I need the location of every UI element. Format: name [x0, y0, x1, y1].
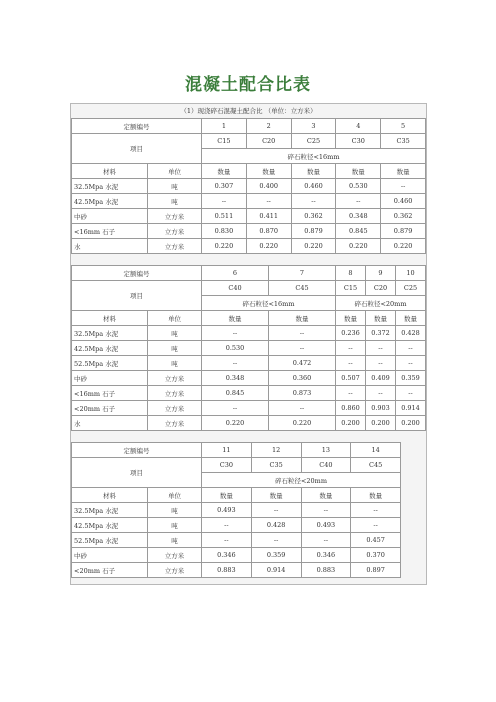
- quantity: --: [336, 341, 366, 356]
- quantity: --: [202, 194, 247, 209]
- qty-header: 数量: [202, 164, 247, 179]
- quantity: 0.883: [301, 563, 351, 578]
- material-name: <16mm 石子: [72, 386, 148, 401]
- grade-number: 3: [291, 119, 336, 134]
- quantity: 0.411: [246, 209, 291, 224]
- qty-header: 数量: [351, 488, 401, 503]
- item-label: 项目: [72, 458, 202, 488]
- material-name: 水: [72, 416, 148, 431]
- quantity: --: [336, 386, 366, 401]
- quantity: 0.460: [381, 194, 426, 209]
- qty-header: 数量: [336, 164, 381, 179]
- quantity: --: [381, 179, 426, 194]
- grade-number-label: 定额编号: [72, 443, 202, 458]
- table-row: [72, 194, 426, 209]
- unit: 吨: [148, 194, 202, 209]
- unit: 立方米: [148, 371, 202, 386]
- concrete-grade: C35: [381, 134, 426, 149]
- unit-header: 单位: [148, 488, 202, 503]
- qty-header: 数量: [381, 164, 426, 179]
- quantity: --: [351, 518, 401, 533]
- material-name: 32.5Mpa 水泥: [72, 326, 148, 341]
- material-name: 42.5Mpa 水泥: [72, 341, 148, 356]
- gravel-size: 碎石粒径<20mm: [336, 296, 426, 311]
- concrete-grade: C20: [366, 281, 396, 296]
- quantity: 0.359: [396, 371, 426, 386]
- quantity: 0.530: [202, 341, 269, 356]
- table-row: [72, 356, 426, 371]
- unit: 立方米: [148, 416, 202, 431]
- unit: 立方米: [148, 401, 202, 416]
- material-name: 32.5Mpa 水泥: [72, 179, 148, 194]
- quantity: 0.428: [396, 326, 426, 341]
- mix-table-2: [71, 265, 426, 431]
- unit: 吨: [148, 356, 202, 371]
- qty-header: 数量: [202, 488, 252, 503]
- quantity: 0.830: [202, 224, 247, 239]
- unit: 吨: [148, 341, 202, 356]
- quantity: --: [396, 356, 426, 371]
- concrete-grade: C40: [202, 281, 269, 296]
- unit-header: 单位: [148, 164, 202, 179]
- concrete-grade: C25: [291, 134, 336, 149]
- table-row: [72, 179, 426, 194]
- table-row: [72, 401, 426, 416]
- grade-number-row: [72, 119, 426, 134]
- table-caption: （1）现浇碎石混凝土配合比 （单位：立方米）: [71, 104, 426, 118]
- quantity: --: [336, 194, 381, 209]
- grade-number-row: [72, 443, 401, 458]
- quantity: 0.359: [251, 548, 301, 563]
- unit: 立方米: [148, 209, 202, 224]
- table-row: [72, 326, 426, 341]
- quantity: --: [269, 326, 336, 341]
- table-row: [72, 239, 426, 254]
- qty-header: 数量: [246, 164, 291, 179]
- material-name: 42.5Mpa 水泥: [72, 518, 148, 533]
- gravel-size: 碎石粒径<20mm: [202, 473, 401, 488]
- table-row: [72, 371, 426, 386]
- concrete-grade: C15: [336, 281, 366, 296]
- table-row: [72, 563, 401, 578]
- quantity: 0.400: [246, 179, 291, 194]
- header-row: [72, 488, 401, 503]
- quantity: --: [366, 341, 396, 356]
- material-name: 中砂: [72, 209, 148, 224]
- item-label: 项目: [72, 134, 202, 164]
- item-label: 项目: [72, 281, 202, 311]
- quantity: --: [202, 533, 252, 548]
- quantity: 0.362: [381, 209, 426, 224]
- quantity: --: [336, 356, 366, 371]
- quantity: 0.457: [351, 533, 401, 548]
- quantity: 0.428: [251, 518, 301, 533]
- grade-row: [72, 134, 426, 149]
- quantity: 0.870: [246, 224, 291, 239]
- qty-header: 数量: [251, 488, 301, 503]
- quantity: --: [202, 518, 252, 533]
- quantity: 0.220: [336, 239, 381, 254]
- concrete-grade: C30: [336, 134, 381, 149]
- quantity: 0.220: [269, 416, 336, 431]
- quantity: 0.346: [301, 548, 351, 563]
- quantity: 0.879: [381, 224, 426, 239]
- unit: 吨: [148, 326, 202, 341]
- quantity: 0.493: [301, 518, 351, 533]
- quantity: --: [269, 401, 336, 416]
- quantity: --: [396, 386, 426, 401]
- unit: 立方米: [148, 224, 202, 239]
- quantity: 0.220: [381, 239, 426, 254]
- mix-table-1: [71, 118, 426, 254]
- quantity: --: [301, 533, 351, 548]
- table-row: [72, 341, 426, 356]
- quantity: 0.372: [366, 326, 396, 341]
- material-name: 水: [72, 239, 148, 254]
- material-name: 52.5Mpa 水泥: [72, 356, 148, 371]
- material-header: 材料: [72, 164, 148, 179]
- quantity: --: [291, 194, 336, 209]
- quantity: 0.220: [202, 416, 269, 431]
- quantity: 0.220: [291, 239, 336, 254]
- table-row: [72, 224, 426, 239]
- grade-number: 12: [251, 443, 301, 458]
- unit: 吨: [148, 518, 202, 533]
- concrete-grade: C45: [351, 458, 401, 473]
- page-title: 混凝土配合比表: [185, 75, 311, 95]
- qty-header: 数量: [301, 488, 351, 503]
- unit: 吨: [148, 503, 202, 518]
- unit: 吨: [148, 179, 202, 194]
- quantity: --: [251, 533, 301, 548]
- unit-header: 单位: [148, 311, 202, 326]
- quantity: --: [366, 356, 396, 371]
- unit: 立方米: [148, 548, 202, 563]
- grade-number: 13: [301, 443, 351, 458]
- material-header: 材料: [72, 488, 148, 503]
- quantity: --: [301, 503, 351, 518]
- quantity: 0.530: [336, 179, 381, 194]
- grade-number: 6: [202, 266, 269, 281]
- quantity: 0.845: [336, 224, 381, 239]
- qty-header: 数量: [202, 311, 269, 326]
- material-name: 42.5Mpa 水泥: [72, 194, 148, 209]
- material-name: 32.5Mpa 水泥: [72, 503, 148, 518]
- grade-number-label: 定额编号: [72, 119, 202, 134]
- quantity: 0.307: [202, 179, 247, 194]
- quantity: --: [269, 341, 336, 356]
- quantity: 0.348: [336, 209, 381, 224]
- grade-number: 5: [381, 119, 426, 134]
- grade-number: 10: [396, 266, 426, 281]
- quantity: 0.460: [291, 179, 336, 194]
- quantity: 0.362: [291, 209, 336, 224]
- header-row: [72, 311, 426, 326]
- grade-number-row: [72, 266, 426, 281]
- quantity: 0.409: [366, 371, 396, 386]
- table-row: [72, 386, 426, 401]
- concrete-grade: C30: [202, 458, 252, 473]
- quantity: 0.897: [351, 563, 401, 578]
- quantity: --: [351, 503, 401, 518]
- quantity: 0.220: [246, 239, 291, 254]
- quantity: --: [396, 341, 426, 356]
- grade-number: 2: [246, 119, 291, 134]
- quantity: 0.236: [336, 326, 366, 341]
- grade-number: 4: [336, 119, 381, 134]
- qty-header: 数量: [336, 311, 366, 326]
- table-spacer: [71, 254, 426, 265]
- concrete-grade: C25: [396, 281, 426, 296]
- unit: 吨: [148, 533, 202, 548]
- quantity: --: [202, 356, 269, 371]
- quantity: 0.360: [269, 371, 336, 386]
- material-name: 中砂: [72, 371, 148, 386]
- quantity: 0.200: [336, 416, 366, 431]
- grade-number: 8: [336, 266, 366, 281]
- material-header: 材料: [72, 311, 148, 326]
- table-row: [72, 518, 401, 533]
- table-row: [72, 503, 401, 518]
- quantity: 0.348: [202, 371, 269, 386]
- material-name: 52.5Mpa 水泥: [72, 533, 148, 548]
- grade-number: 14: [351, 443, 401, 458]
- quantity: 0.220: [202, 239, 247, 254]
- material-name: 中砂: [72, 548, 148, 563]
- concrete-grade: C40: [301, 458, 351, 473]
- grade-number-label: 定额编号: [72, 266, 202, 281]
- grade-number: 1: [202, 119, 247, 134]
- mix-ratio-document: [70, 103, 427, 585]
- quantity: --: [202, 401, 269, 416]
- quantity: 0.472: [269, 356, 336, 371]
- quantity: 0.370: [351, 548, 401, 563]
- quantity: --: [246, 194, 291, 209]
- mix-table-3: [71, 442, 401, 578]
- concrete-grade: C35: [251, 458, 301, 473]
- qty-header: 数量: [269, 311, 336, 326]
- unit: 立方米: [148, 386, 202, 401]
- quantity: 0.860: [336, 401, 366, 416]
- qty-header: 数量: [396, 311, 426, 326]
- grade-number: 11: [202, 443, 252, 458]
- quantity: 0.845: [202, 386, 269, 401]
- unit: 立方米: [148, 239, 202, 254]
- table-row: [72, 416, 426, 431]
- quantity: 0.879: [291, 224, 336, 239]
- material-name: <16mm 石子: [72, 224, 148, 239]
- quantity: 0.507: [336, 371, 366, 386]
- quantity: --: [251, 503, 301, 518]
- material-name: <20mm 石子: [72, 563, 148, 578]
- quantity: 0.200: [366, 416, 396, 431]
- quantity: --: [202, 326, 269, 341]
- quantity: --: [366, 386, 396, 401]
- table-row: [72, 548, 401, 563]
- table-row: [72, 209, 426, 224]
- quantity: 0.903: [366, 401, 396, 416]
- gravel-size: 碎石粒径<16mm: [202, 149, 426, 164]
- unit: 立方米: [148, 563, 202, 578]
- qty-header: 数量: [366, 311, 396, 326]
- gravel-size: 碎石粒径<16mm: [202, 296, 336, 311]
- concrete-grade: C20: [246, 134, 291, 149]
- quantity: 0.914: [396, 401, 426, 416]
- quantity: 0.873: [269, 386, 336, 401]
- concrete-grade: C45: [269, 281, 336, 296]
- qty-header: 数量: [291, 164, 336, 179]
- table-row: [72, 533, 401, 548]
- quantity: 0.200: [396, 416, 426, 431]
- header-row: [72, 164, 426, 179]
- grade-row: [72, 281, 426, 296]
- grade-number: 7: [269, 266, 336, 281]
- table-spacer: [71, 578, 426, 584]
- grade-row: [72, 458, 401, 473]
- quantity: 0.493: [202, 503, 252, 518]
- quantity: 0.511: [202, 209, 247, 224]
- table-spacer: [71, 431, 426, 442]
- concrete-grade: C15: [202, 134, 247, 149]
- material-name: <20mm 石子: [72, 401, 148, 416]
- quantity: 0.914: [251, 563, 301, 578]
- quantity: 0.883: [202, 563, 252, 578]
- quantity: 0.346: [202, 548, 252, 563]
- grade-number: 9: [366, 266, 396, 281]
